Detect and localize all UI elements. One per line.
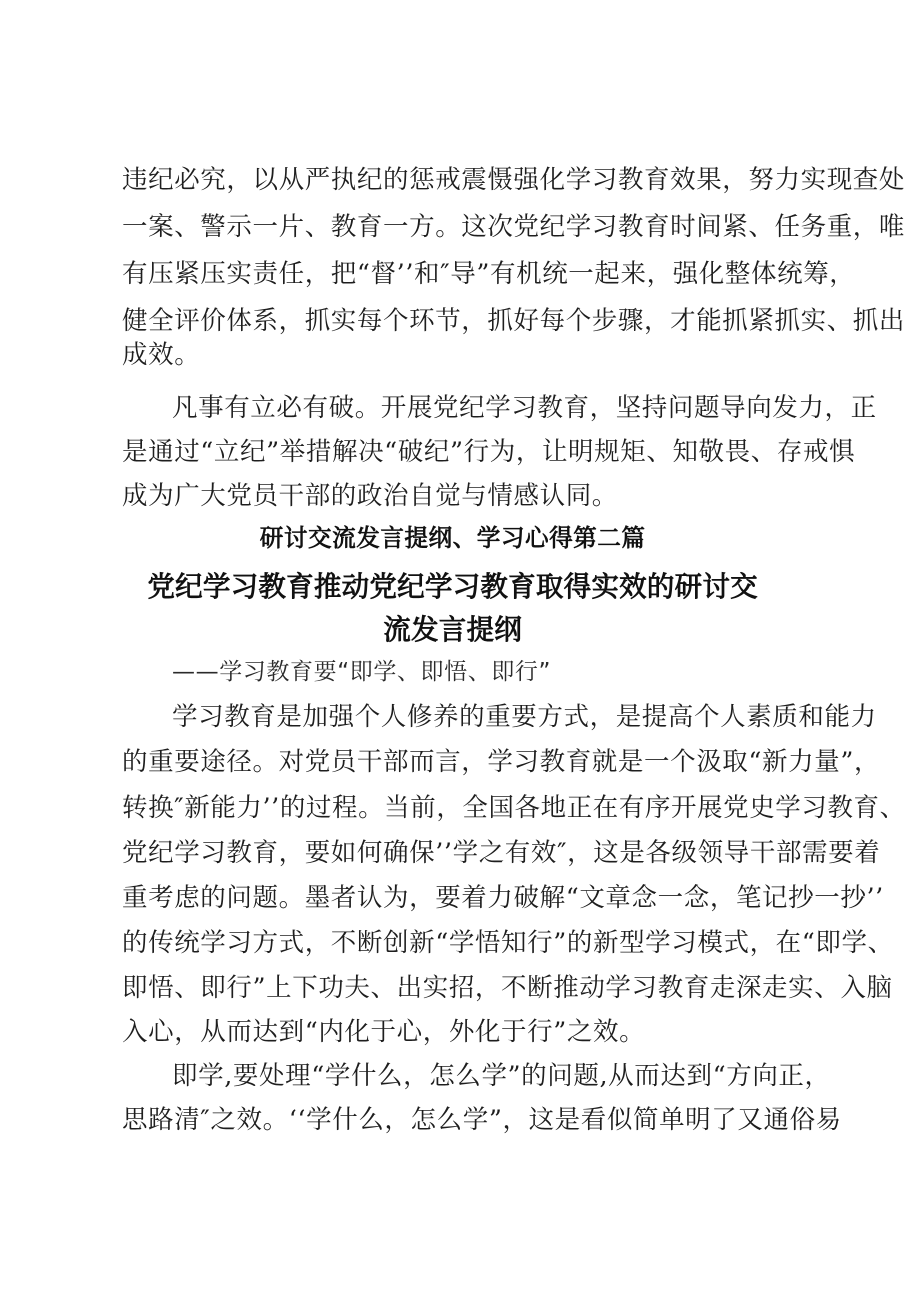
- paragraph-line: 违纪必究，以从严执纪的惩戒震慑强化学习教育效果，努力实现查处: [122, 165, 906, 195]
- paragraph-line: 健全评价体系，抓实每个环节，抓好每个步骤，才能抓紧抓实、抓出: [122, 306, 906, 336]
- paragraph-line: 是通过“立纪”举措解决“破纪”行为，让明规矩、知敬畏、存戒惧: [122, 437, 856, 467]
- section-heading: 研讨交流发言提纲、学习心得第二篇: [259, 524, 646, 552]
- paragraph-line: 一案、警示一片、教育一方。这次党纪学习教育时间紧、任务重，唯: [122, 212, 906, 242]
- paragraph-line: 即悟、即行”上下功夫、出实招，不断推动学习教育走深走实、入脑: [122, 973, 893, 1003]
- article-subtitle: ——学习教育要“即学、即悟、即行”: [172, 659, 552, 685]
- article-title-line-1: 党纪学习教育推动党纪学习教育取得实效的研讨交: [147, 570, 758, 603]
- paragraph-line: 重考虑的问题。墨者认为，要着力破解“文章念一念，笔记抄一抄’’: [122, 883, 884, 913]
- paragraph-line: 的重要途径。对党员干部而言，学习教育就是一个汲取“新力量”，: [122, 747, 881, 777]
- paragraph-line: 的传统学习方式，不断创新“学悟知行”的新型学习模式，在“即学、: [122, 928, 894, 958]
- paragraph-line: 入心，从而达到“内化于心，外化于行”之效。: [122, 1017, 646, 1047]
- paragraph-line: 即学,要处理“学什么，怎么学”的问题,从而达到“方向正，: [172, 1061, 831, 1091]
- paragraph-line: 成效。: [122, 340, 201, 370]
- paragraph-line: 党纪学习教育，要如何确保’’学之有效″，这是各级领导干部需要着: [122, 838, 881, 868]
- paragraph-line: 思路清″之效。‘‘学什么，怎么学”，这是看似简单明了又通俗易: [122, 1105, 842, 1135]
- article-title-line-2: 流发言提纲: [383, 613, 523, 646]
- paragraph-line: 转换″新能力’’的过程。当前，全国各地正在有序开展党史学习教育、: [122, 793, 906, 823]
- paragraph-line: 学习教育是加强个人修养的重要方式，是提高个人素质和能力: [172, 702, 877, 732]
- paragraph-line: 有压紧压实责任，把“督’’和″导”有机统一起来，强化整体统筹，: [122, 259, 856, 289]
- paragraph-line: 成为广大党员干部的政治自觉与情感认同。: [122, 481, 618, 511]
- paragraph-line: 凡事有立必有破。开展党纪学习教育，坚持问题导向发力，正: [172, 393, 877, 423]
